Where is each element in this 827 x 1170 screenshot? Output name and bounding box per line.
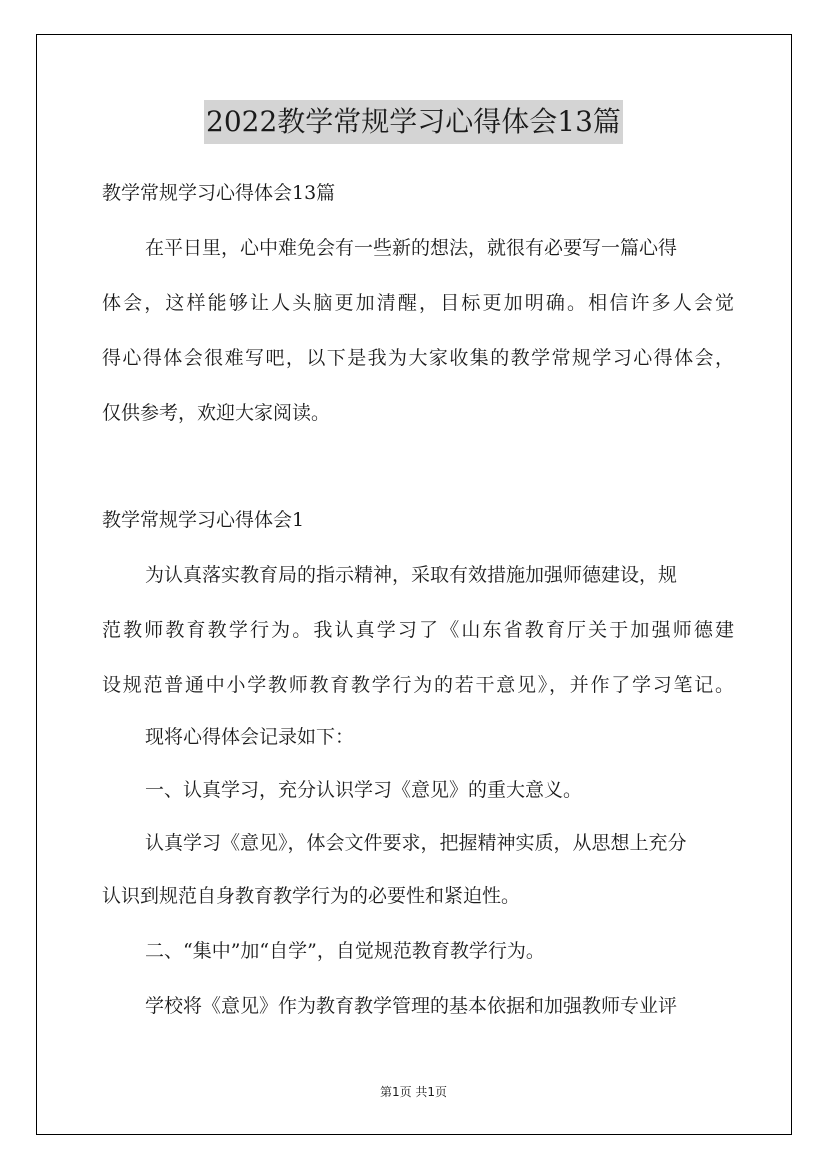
paragraph-line: 二、“集中”加“自学”，自觉规范教育教学行为。 <box>145 940 545 962</box>
paragraph-line: 在平日里，心中难免会有一些新的想法，就很有必要写一篇心得 <box>145 237 678 259</box>
paragraph-line: 设规范普通中小学教师教育教学行为的若干意见》，并作了学习笔记。 <box>102 674 734 696</box>
paragraph-line: 得心得体会很难写吧，以下是我为大家收集的教学常规学习心得体会， <box>102 347 734 369</box>
paragraph-line: 认真学习《意见》，体会文件要求，把握精神实质，从思想上充分 <box>145 832 687 854</box>
paragraph-line: 仅供参考，欢迎大家阅读。 <box>102 402 331 424</box>
paragraph-line: 现将心得体会记录如下： <box>145 726 355 748</box>
paragraph-line: 范教师教育教学行为。我认真学习了《山东省教育厅关于加强师德建 <box>102 619 734 641</box>
section-heading: 教学常规学习心得体会1 <box>102 509 305 531</box>
page-footer: 第1页 共1页 <box>379 1085 448 1099</box>
paragraph-line: 学校将《意见》作为教育教学管理的基本依据和加强教师专业评 <box>145 995 678 1017</box>
document-title: 2022教学常规学习心得体会13篇 <box>204 100 623 144</box>
paragraph-line: 认识到规范自身教育教学行为的必要性和紧迫性。 <box>102 885 521 907</box>
title-container <box>0 100 827 144</box>
subtitle: 教学常规学习心得体会13篇 <box>102 182 336 204</box>
paragraph-line: 体会，这样能够让人头脑更加清醒，目标更加明确。相信许多人会觉 <box>102 292 734 314</box>
paragraph-line: 一、认真学习，充分认识学习《意见》的重大意义。 <box>145 779 583 801</box>
paragraph-line: 为认真落实教育局的指示精神，采取有效措施加强师德建设，规 <box>145 564 678 586</box>
